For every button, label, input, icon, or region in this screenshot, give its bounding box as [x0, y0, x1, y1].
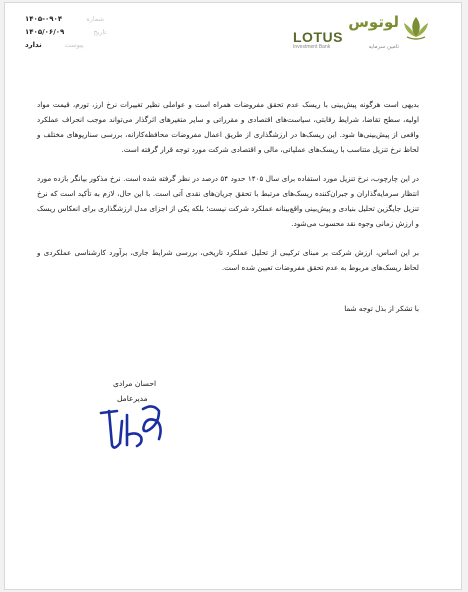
meta-attachment-row — [25, 39, 145, 52]
company-logo — [293, 13, 431, 55]
attachment-label: پیوست — [64, 41, 84, 49]
date-label: تاریخ — [93, 28, 107, 36]
signatory-name: احسان مرادی — [113, 379, 157, 388]
logo-subtitle-fa: تامین سرمایه — [368, 44, 399, 50]
number-label: شماره — [86, 15, 105, 23]
attachment-value: ندارد — [25, 41, 42, 49]
logo-name-fa: لوتوس — [348, 13, 399, 31]
paragraph-discount-rate: در این چارچوب، نرخ تنزیل مورد استفاده برای سال ۱۴۰۵ حدود ۵۴ درصد در نظر گرفته شده است. نرخ مذکور بیانگر بازده مورد انتظار سرمایه‌گذاران و جبران‌کننده ریسک‌های مرتبط با تحقق جریان‌های نقدی آتی است. با این حال، لازم به تأکید است که نرخ تنزیل جایگزین تحلیل بنیادی و پیش‌بینی واقع‌بینانه عملکرد شرکت نیست؛ بلکه یکی از اجزای مدل ارزشگذاری برای انعکاس ریسک و ارزش زمانی وجوه نقد محسوب می‌شود. — [37, 174, 419, 228]
number-value: ۱۴۰۵-۰۹۰۴ — [25, 15, 63, 23]
closing-thanks: با تشکر از بذل توجه شما — [344, 304, 419, 313]
handwritten-signature — [97, 399, 167, 457]
signatory-title: مدیرعامل — [117, 394, 148, 403]
paragraph-risk: بدیهی است هرگونه پیش‌بینی با ریسک عدم تحقق مفروضات همراه است و عواملی نظیر تغییرات نرخ ارز، تورم، قیمت مواد اولیه، سطح تقاضا، شرایط رقابتی، سیاست‌های اقتصادی و مقرراتی و سایر متغیرهای اثرگذار می‌تواند موجب انحراف عملکرد واقعی از پیش‌بینی‌ها شود. این ریسک‌ها در ارزشگذاری از طریق اعمال مفروضات محافظه‌کارانه، بررسی سناریوهای مختلف و لحاظ نرخ تنزیل متناسب با ریسک‌های عملیاتی، مالی و اقتصادی شرکت مورد توجه قرار گرفته است. — [37, 100, 419, 154]
meta-number-row — [25, 13, 145, 26]
date-value: ۱۴۰۵/۰۶/۰۹ — [25, 28, 65, 36]
meta-date-row — [25, 26, 145, 39]
logo-subtitle-en: Investment Bank — [293, 44, 331, 50]
lotus-icon — [401, 15, 431, 41]
paragraph-conclusion: بر این اساس، ارزش شرکت بر مبنای ترکیبی از تحلیل عملکرد تاریخی، بررسی شرایط جاری، برآورد کارشناسی عملکردی و لحاظ ریسک‌های مربوط به عدم تحقق مفروضات تعیین شده است. — [37, 248, 419, 272]
letter-meta — [25, 13, 145, 52]
logo-name-en: LOTUS — [293, 29, 343, 45]
letter-page — [4, 2, 462, 590]
letter-body — [37, 97, 419, 289]
